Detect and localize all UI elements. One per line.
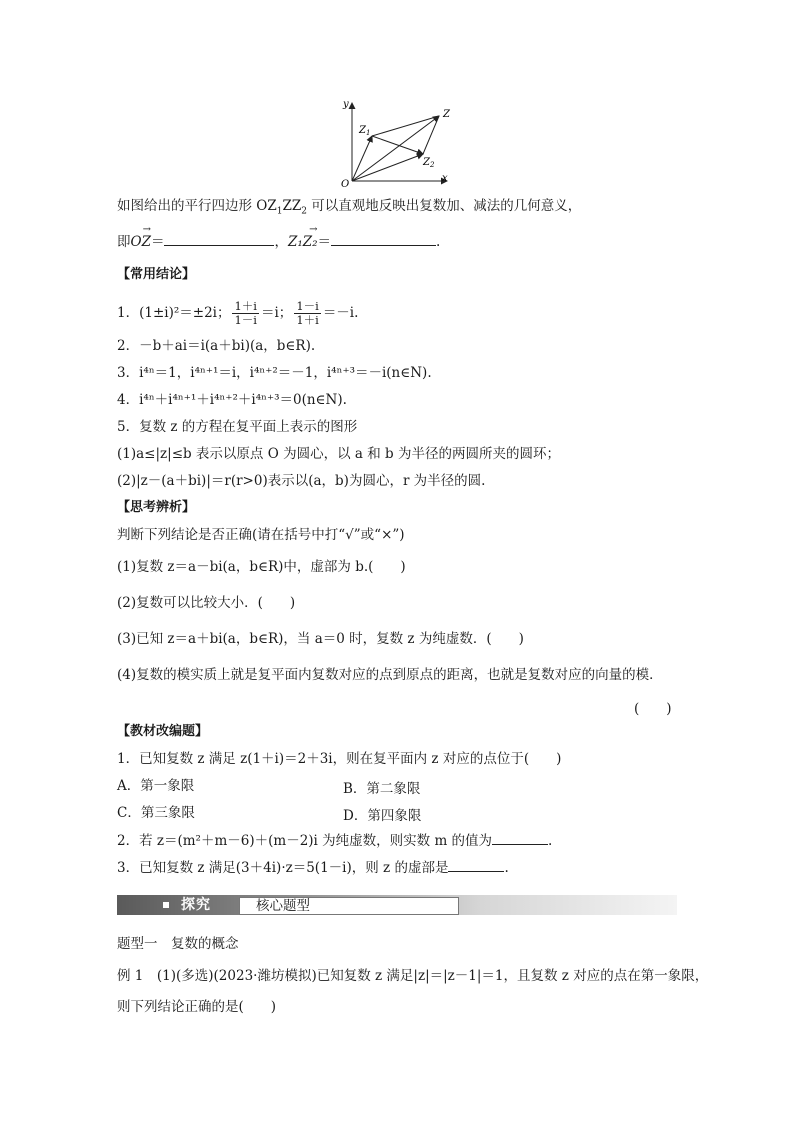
conclusion-3: 3．i⁴ⁿ＝1，i⁴ⁿ⁺¹＝i，i⁴ⁿ⁺²＝－1，i⁴ⁿ⁺³＝－i(n∈N).: [117, 365, 432, 381]
side-z1z: [372, 116, 439, 136]
conclusion-2: 2．－b＋ai＝i(a＋bi)(a，b∈R).: [117, 338, 316, 354]
intro-line-2: 即 → OZ＝ ， → Z₁Z₂＝ .: [117, 224, 441, 250]
think-q2: (2)复数可以比较大小．( ): [117, 595, 296, 611]
label-z: Z: [443, 109, 450, 120]
textbook-p1: 1．已知复数 z 满足 z(1＋i)＝2＋3i，则在复平面内 z 对应的点位于( ): [117, 751, 562, 767]
label-o: O: [341, 179, 350, 190]
think-q1: (1)复数 z＝a－bi(a，b∈R)中，虚部为 b.( ): [117, 559, 406, 575]
common-conclusions-header: 【常用结论】: [117, 267, 196, 282]
banner-explore-label: 探究: [181, 897, 211, 913]
fraction-1: $\frac{1+i}{1-i}$: [234, 299, 257, 327]
think-q3: (3)已知 z＝a＋bi(a，b∈R)，当 a＝0 时，复数 z 为纯虚数．( ): [117, 631, 524, 647]
intro-line-1: 如图给出的平行四边形 $OZ_1ZZ_2$ 可以直观地反映出复数加、减法的几何意义，: [117, 198, 582, 217]
option-a[interactable]: A．第一象限: [117, 778, 195, 794]
banner-core-label: 核心题型: [239, 897, 459, 915]
textbook-p2: 2．若 z＝(m²＋m－6)＋(m－2)i 为纯虚数，则实数 m 的值为 .: [117, 833, 553, 849]
fraction-2: $\frac{1-i}{1+i}$: [296, 299, 319, 327]
label-x: x: [442, 173, 448, 184]
option-d[interactable]: D．第四象限: [343, 808, 422, 824]
label-y: y: [343, 99, 349, 110]
vector-oz-label: → OZ: [130, 224, 151, 250]
vector-z1z2: [372, 136, 423, 154]
conclusion-1: 1．(1±i)²＝±2i； $\frac{1+i}{1-i}$ ＝i； $\frac{1-i}{1+i}$ ＝－i.: [117, 299, 359, 327]
conclusion-5-2: (2)|z－(a＋bi)|＝r(r>0)表示以(a，b)为圆心，r 为半径的圆.: [117, 473, 486, 489]
parallelogram-figure: [335, 95, 460, 190]
answer-blank-3[interactable]: [492, 831, 548, 845]
conclusion-4: 4．i⁴ⁿ＋i⁴ⁿ⁺¹＋i⁴ⁿ⁺²＋i⁴ⁿ⁺³＝0(n∈N).: [117, 392, 347, 408]
think-q4-paren[interactable]: ( ): [634, 701, 672, 717]
think-header: 【思考辨析】: [117, 500, 196, 515]
section-title: 题型一 复数的概念: [117, 936, 239, 952]
think-prompt: 判断下列结论是否正确(请在括号中打“√”或“×”): [117, 527, 405, 543]
textbook-p3: 3．已知复数 z 满足(3＋4i)·z＝5(1－i)，则 z 的虚部是 .: [117, 860, 509, 876]
answer-blank-2[interactable]: [331, 232, 436, 246]
think-q4: (4)复数的模实质上就是复平面内复数对应的点到原点的距离，也就是复数对应的向量的模．: [117, 667, 663, 683]
option-b[interactable]: B．第二象限: [343, 781, 421, 797]
label-z2: $Z_2$: [423, 157, 435, 169]
example-line-1: 例 1 (1)(多选)(2023·潍坊模拟)已知复数 z 满足|z|＝|z－1|＝1，且复数 z 对应的点在第一象限，: [117, 968, 709, 984]
square-bullet-icon: [163, 902, 169, 908]
section-banner: [117, 895, 677, 915]
vector-z1z2-label: → Z₁Z₂: [287, 224, 318, 250]
answer-blank-4[interactable]: [448, 858, 504, 872]
example-line-2: 则下列结论正确的是( ): [117, 999, 277, 1015]
answer-blank-1[interactable]: [164, 232, 274, 246]
option-c[interactable]: C．第三象限: [117, 805, 195, 821]
conclusion-5: 5．复数 z 的方程在复平面上表示的图形: [117, 419, 358, 435]
conclusion-5-1: (1)a≤|z|≤b 表示以原点 O 为圆心，以 a 和 b 为半径的两圆所夹的圆环；: [117, 446, 560, 462]
textbook-header: 【教材改编题】: [117, 724, 209, 739]
label-z1: $Z_1$: [359, 125, 371, 137]
